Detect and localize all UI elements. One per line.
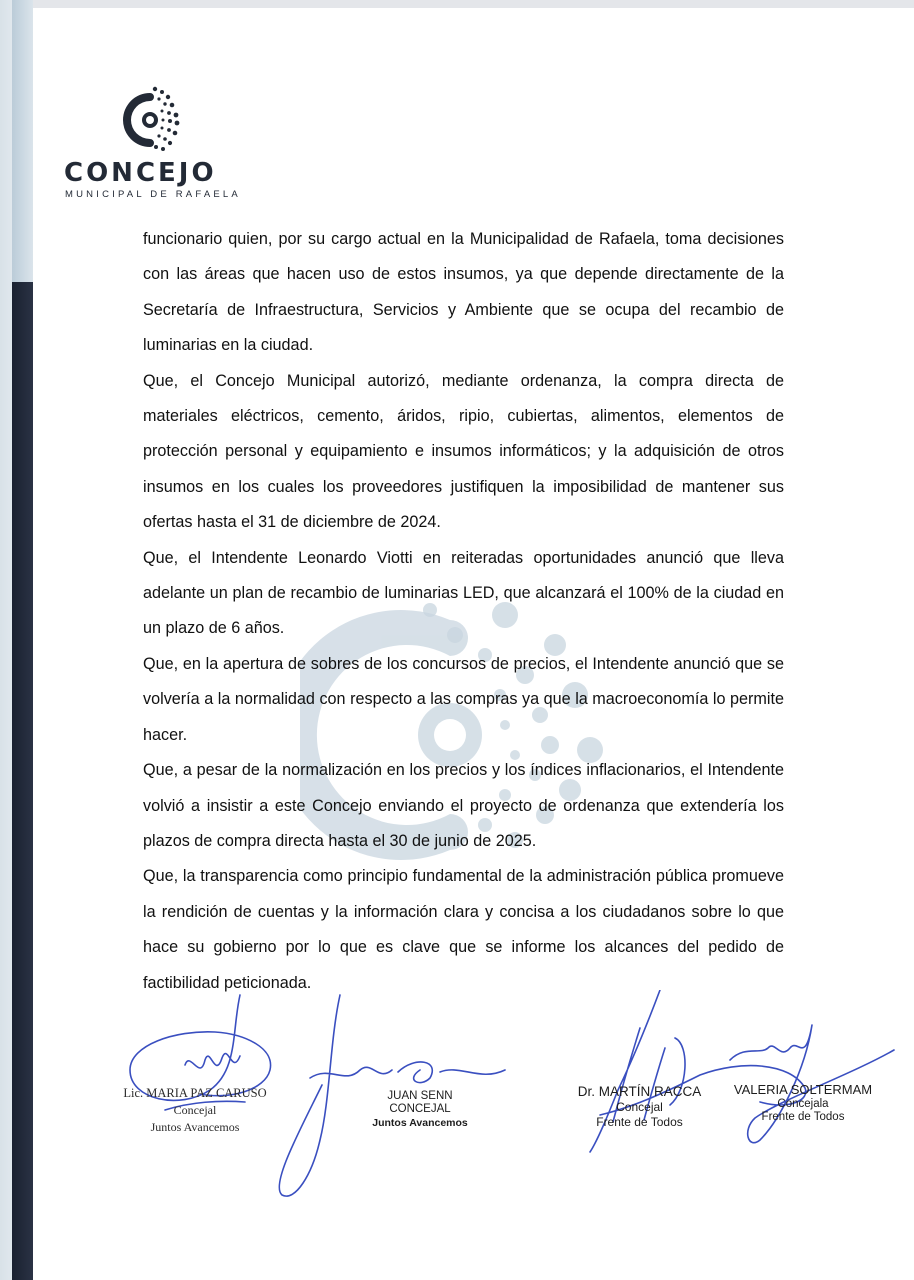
signature-soltermam <box>728 1082 878 1123</box>
signature-name: JUAN SENN <box>387 1090 453 1102</box>
signature-party: Juntos Avancemos <box>150 1120 240 1134</box>
signature-party: Juntos Avancemos <box>372 1117 468 1129</box>
logo-subtitle: MUNICIPAL DE RAFAELA <box>65 189 241 200</box>
body-paragraph: Que, el Concejo Municipal autorizó, mediante ordenanza, la compra directa de materiales eléctricos, cemento, áridos, ripio, cubiertas, alimentos, elementos de protección personal y equipamiento e insumos informáticos; y la adquisición de otros insumos en los cuales los proveedores justifiquen la imposibilidad de mantener sus ofertas hasta el 31 de diciembre de 2024. <box>143 371 784 532</box>
page-top-edge <box>0 0 914 8</box>
signature-name: Dr. MARTÍN RACCA <box>577 1084 702 1099</box>
signature-name: Lic. MARIA PAZ CARUSO <box>123 1086 267 1100</box>
concejo-logo <box>60 80 240 210</box>
letter-body <box>143 222 784 1001</box>
signature-caruso <box>115 1086 275 1135</box>
signature-role: Concejal <box>173 1103 217 1117</box>
body-paragraph: Que, en la apertura de sobres de los concursos de precios, el Intendente anunció que se volvería a la normalidad con respecto a las compras ya que la macroeconomía lo permite hacer. <box>143 654 784 744</box>
signature-block <box>0 990 914 1210</box>
signature-role: Concejala <box>777 1098 829 1110</box>
body-paragraph: funcionario quien, por su cargo actual en la Municipalidad de Rafaela, toma decisiones con las áreas que hacen uso de estos insumos, ya que depende directamente de la Secretaría de Infraestructura, Servicios y Ambiente que se ocupa del recambio de luminarias en la ciudad. <box>143 230 784 355</box>
logo-title: CONCEJO <box>64 158 217 188</box>
concejo-dot-circle-logo-icon <box>115 85 185 155</box>
signature-name: VALERIA SOLTERMAM <box>733 1082 873 1097</box>
body-paragraph: Que, el Intendente Leonardo Viotti en reiteradas oportunidades anunció que lleva adelante un plan de recambio de luminarias LED, que alcanzará el 100% de la ciudad en un plazo de 6 años. <box>143 548 784 638</box>
body-paragraph: Que, la transparencia como principio fundamental de la administración pública promueve la rendición de cuentas y la información clara y concisa a los ciudadanos sobre lo que hace su gobierno por lo que es clave que se informe los alcances del pedido de factibilidad peticionada. <box>143 867 784 992</box>
signature-senn <box>365 1090 475 1129</box>
signature-racca <box>572 1084 707 1129</box>
body-paragraph: Que, a pesar de la normalización en los precios y los índices inflacionarios, el Intendente volvió a insistir a este Concejo enviando el proyecto de ordenanza que extendería los plazos de compra directa hasta el 30 de junio de 2025. <box>143 761 784 850</box>
signature-role: Concejal <box>616 1100 663 1114</box>
signature-party: Frente de Todos <box>761 1111 845 1123</box>
signature-party: Frente de Todos <box>596 1115 683 1129</box>
signature-role: CONCEJAL <box>389 1103 451 1115</box>
